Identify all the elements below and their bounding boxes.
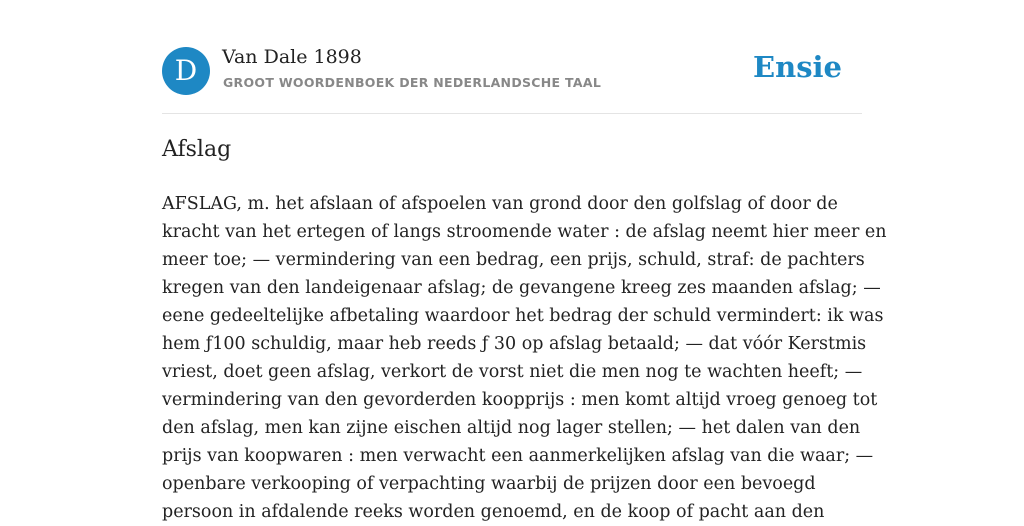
- dictionary-page: [162, 0, 887, 522]
- definition-line: den afslag, men kan zijne eischen altijd nog lager stellen; — het dalen van den: [162, 418, 861, 438]
- definition-line: eene gedeeltelijke afbetaling waardoor het bedrag der schuld vermindert: ik was: [162, 306, 884, 326]
- definition-line: hem ƒ100 schuldig, maar heb reeds ƒ 30 op afslag betaald; — dat vóór Kerstmis: [162, 334, 867, 354]
- entry-definition: [162, 190, 887, 526]
- definition-line: vermindering van den gevorderden koopprijs : men komt altijd vroeg genoeg tot: [162, 390, 878, 410]
- source-subtitle: GROOT WOORDENBOEK DER NEDERLANDSCHE TAAL: [223, 75, 602, 90]
- definition-line: vriest, doet geen afslag, verkort de vorst niet die men nog te wachten heeft; —: [162, 362, 863, 382]
- entry-headword: Afslag: [162, 137, 232, 162]
- definition-line: AFSLAG, m. het afslaan of afspoelen van grond door den golfslag of door de: [162, 194, 838, 214]
- source-logo[interactable]: D: [162, 47, 210, 95]
- source-header: [162, 0, 862, 114]
- source-title[interactable]: Van Dale 1898: [222, 46, 362, 68]
- definition-line: prijs van koopwaren : men verwacht een aanmerkelijken afslag van die waar; —: [162, 446, 874, 466]
- definition-line: persoon in afdalende reeks worden genoemd, en de koop of pacht aan den: [162, 502, 825, 522]
- definition-line: kregen van den landeigenaar afslag; de gevangene kreeg zes maanden afslag; —: [162, 278, 881, 298]
- definition-line: meer toe; — vermindering van een bedrag, een prijs, schuld, straf: de pachters: [162, 250, 865, 270]
- definition-line: openbare verkooping of verpachting waarbij de prijzen door een bevoegd: [162, 474, 816, 494]
- ensie-logo[interactable]: Ensie: [753, 50, 842, 84]
- definition-line: kracht van het ertegen of langs stroomende water : de afslag neemt hier meer en: [162, 222, 887, 242]
